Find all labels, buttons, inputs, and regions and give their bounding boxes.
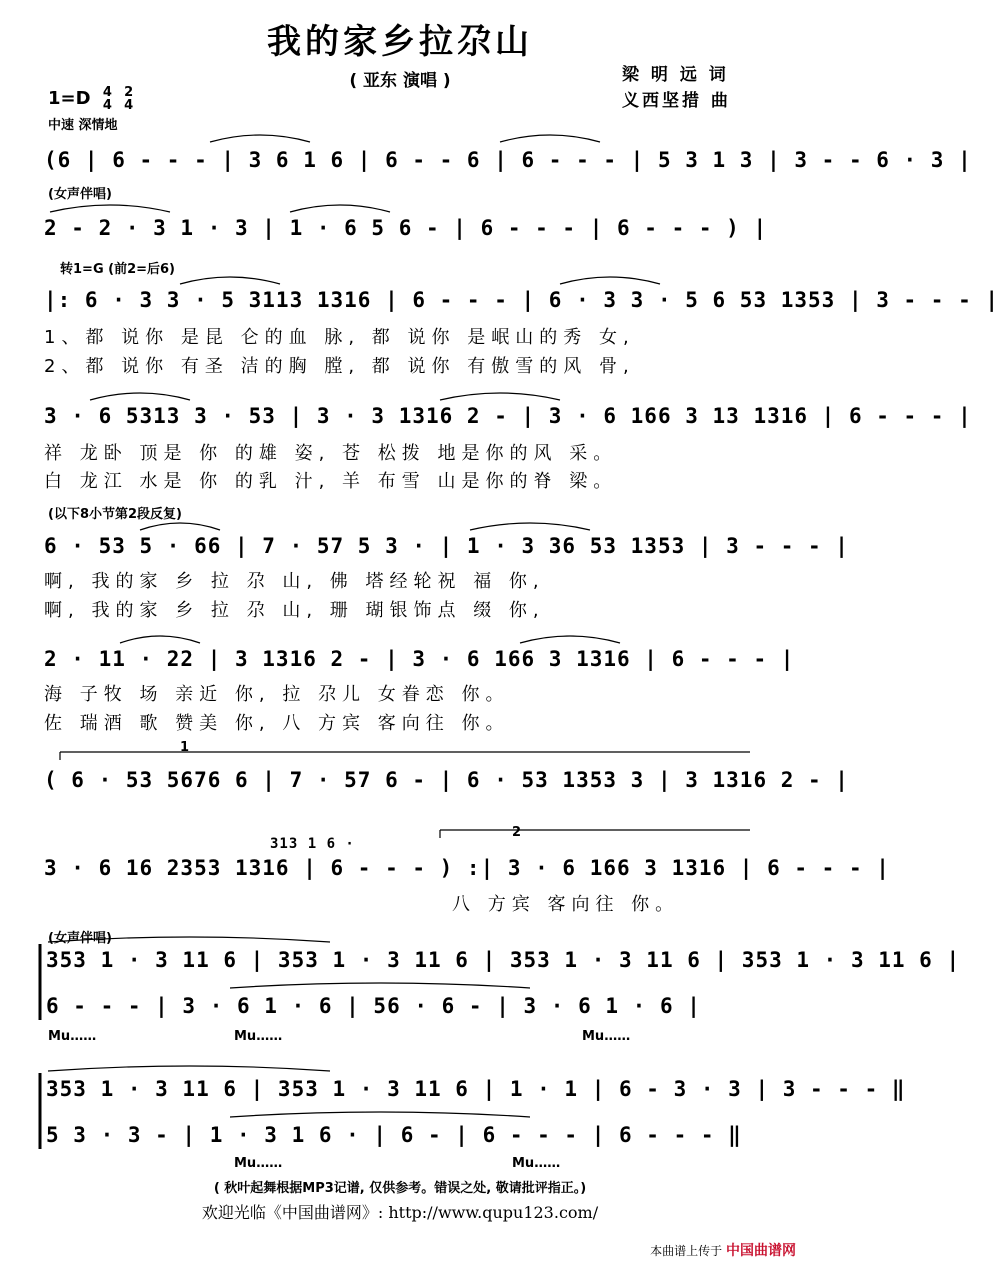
singer-credit: ( 亚东 演唱 ) [349,71,451,91]
lyric-verse1-line2: 祥 龙卧 顶是 你 的雄 姿, 苍 松拨 地是你的风 采。 [44,443,618,464]
slur [210,135,310,142]
slur [48,1066,330,1071]
transcription-note: ( 秋叶起舞根据MP3记谱, 仅供参考。错误之处, 敬请批评指正。) [213,1181,587,1196]
lyric-refrain2-line2: 佐 瑞酒 歌 赞美 你, 八 方宾 客向往 你。 [44,713,510,734]
site-welcome[interactable]: 欢迎光临《中国曲谱网》: http://www.qupu123.com/ [201,1203,599,1222]
key-label: 1=D [48,88,91,109]
slur [500,135,600,142]
slur [50,205,170,212]
slur [140,523,220,530]
slur [120,636,200,643]
lyric-refrain1-line2: 海 子牧 场 亲近 你, 拉 尕儿 女眷恋 你。 [44,684,510,705]
slur [290,205,390,212]
site-logo[interactable]: 中国曲谱网 [726,1243,796,1259]
notation-row-3: |: 6 · 3 3 · 5 3113 1316 | 6 - - - | 6 · 3 3 · 5 6 53 1353 | 3 - - - | [44,288,999,312]
notation-row-10-lower: 5 3 · 3 - | 1 · 3 1 6 · | 6 - | 6 - - - | 6 - - - ‖ [46,1123,742,1147]
lyric-verse2-line1: 2、都 说你 有圣 洁的胸 膛, 都 说你 有傲雪的风 骨, [44,356,635,377]
notation-row-4: 3 · 6 5313 3 · 53 | 3 · 3 1316 2 - | 3 · 6 166 3 13 1316 | 6 - - - | [44,404,972,428]
humming-label-5: Mu…… [512,1156,561,1171]
notation-row-6: 2 · 11 · 22 | 3 1316 2 - | 3 · 6 166 3 1316 | 6 - - - | [44,647,795,671]
volta-1-label: 1 [180,740,190,755]
notation-row-8: 3 · 6 16 2353 1316 | 6 - - - ) :| 3 · 6 166 3 1316 | 6 - - - | [44,856,890,880]
notation-row-9-lower: 6 - - - | 3 · 6 1 · 6 | 56 · 6 - | 3 · 6 1 · 6 | [46,994,701,1018]
composer-credit: 义西坚措 曲 [622,91,731,111]
notation-row-5: 6 · 53 5 · 66 | 7 · 57 5 3 · | 1 · 3 36 53 1353 | 3 - - - | [44,534,849,558]
time-num-b: 2 [124,85,134,100]
upload-credit [650,1240,796,1260]
slur [48,937,330,942]
tempo-marking: 中速 深情地 [48,118,118,133]
lyric-verse2-line2: 白 龙江 水是 你 的乳 汁, 羊 布雪 山是你的脊 梁。 [44,471,618,492]
slur [440,393,560,400]
lyric-verse1-line1: 1、都 说你 是昆 仑的血 脉, 都 说你 是岷山的秀 女, [44,327,635,348]
slur [560,277,660,284]
female-chorus-label-2: (女声伴唱) [48,931,112,946]
slur [520,636,620,643]
humming-label-1: Mu…… [48,1029,97,1044]
volta-2-label: 2 [512,825,522,840]
notation-row-9-upper: 353 1 · 3 11 6 | 353 1 · 3 11 6 | 353 1 · 3 11 6 | 353 1 · 3 11 6 | [46,948,961,972]
lyric-refrain1-line1: 啊, 我的家 乡 拉 尕 山, 佛 塔经轮祝 福 你, [44,571,545,592]
slur [180,277,280,284]
modulation-label: 转1=G (前2=后6) [60,262,176,277]
notation-row-2: 2 - 2 · 3 1 · 3 | 1 · 6 5 6 - | 6 - - - | 6 - - - ) | [44,216,768,240]
time-den-b: 4 [124,98,134,113]
lyric-refrain2-line1: 啊, 我的家 乡 拉 尕 山, 珊 瑚银饰点 缀 你, [44,600,545,621]
song-title: 我的家乡拉尕山 [267,22,533,62]
humming-label-2: Mu…… [234,1029,283,1044]
time-den-a: 4 [102,98,112,113]
lyricist-credit: 梁 明 远 词 [622,65,729,85]
notation-row-7: ( 6 · 53 5676 6 | 7 · 57 6 - | 6 · 53 1353 3 | 3 1316 2 - | [44,768,849,792]
repeat-note: (以下8小节第2段反复) [48,507,182,522]
female-chorus-label-1: (女声伴唱) [48,187,112,202]
lyric-ending: 八 方宾 客向往 你。 [452,894,680,915]
upload-label: 本曲谱上传于 [650,1244,723,1258]
notation-row-10-upper: 353 1 · 3 11 6 | 353 1 · 3 11 6 | 1 · 1 | 6 - 3 · 3 | 3 - - - ‖ [46,1077,906,1101]
notation-row-1: (6 | 6 - - - | 3 6 1 6 | 6 - - 6 | 6 - - - | 5 3 1 3 | 3 - - 6 · 3 | [44,148,972,172]
slur [230,983,530,988]
slur [90,393,190,400]
humming-label-3: Mu…… [582,1029,631,1044]
slur [230,1112,530,1117]
time-num-a: 4 [102,85,112,100]
slur [470,523,590,530]
humming-label-4: Mu…… [234,1156,283,1171]
ossia-notes: 313 1 6 · [270,836,355,852]
